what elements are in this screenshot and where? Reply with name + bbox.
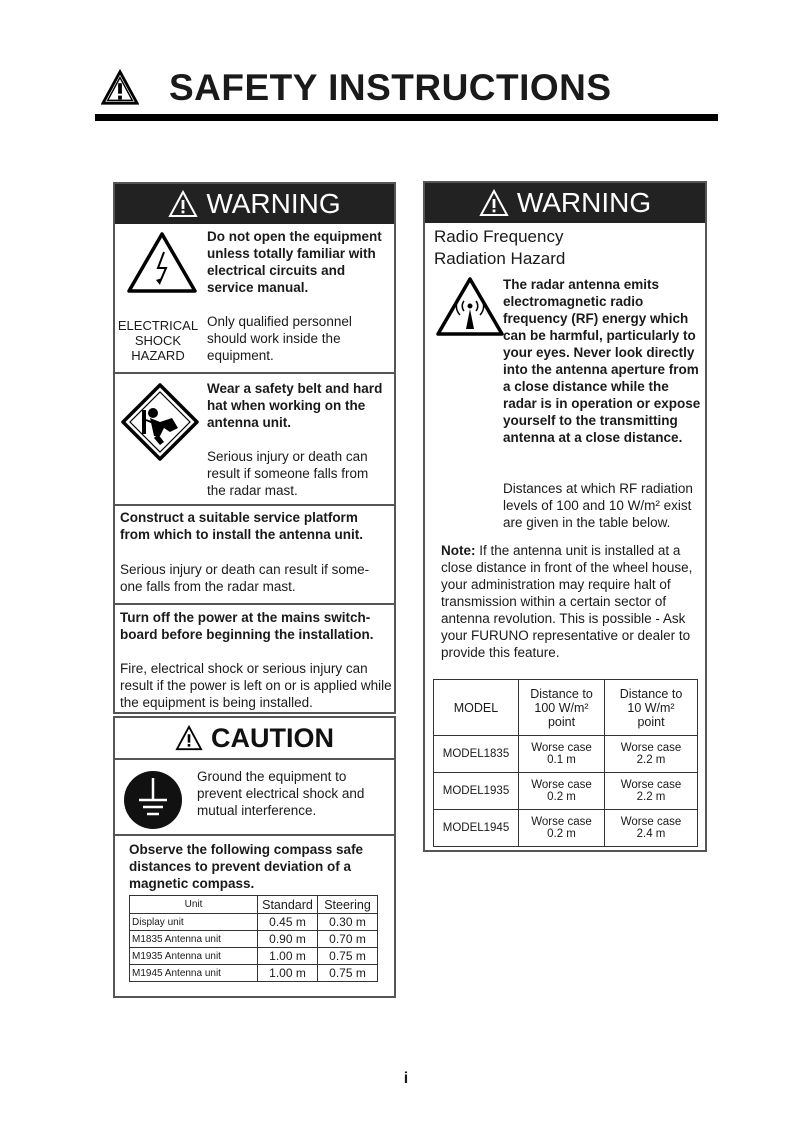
title-block (95, 64, 718, 112)
table-cell: 0.90 m (258, 931, 318, 948)
table-cell: Worse case 2.2 m (605, 736, 698, 773)
table-row (130, 948, 378, 965)
table-cell: Display unit (130, 914, 258, 931)
compass-section (115, 834, 394, 996)
table-row (130, 914, 378, 931)
table-header-cell: Standard (258, 896, 318, 914)
rf-subtitle-2: Radiation Hazard (434, 249, 566, 268)
electrical-shock-icon (126, 230, 198, 294)
left-warning-title: WARNING (206, 188, 341, 219)
page-title: SAFETY INSTRUCTIONS (169, 67, 612, 108)
table-cell: Worse case 0.1 m (519, 736, 605, 773)
warning-triangle-icon (168, 190, 198, 218)
table-cell: 0.45 m (258, 914, 318, 931)
shock-bold-text: Do not open the equipment unless totally familiar with electrical circuits and service manual. (207, 229, 382, 295)
table-cell: M1935 Antenna unit (130, 948, 258, 965)
note-text (441, 542, 703, 661)
table-header-row (434, 680, 698, 736)
table-row (434, 736, 698, 773)
shock-icon-caption: ELECTRICAL SHOCK HAZARD (117, 318, 199, 363)
ground-text: Ground the equipment to prevent electrical shock and mutual interference. (197, 769, 365, 818)
table-cell: M1945 Antenna unit (130, 965, 258, 982)
table-cell: 0.30 m (318, 914, 378, 931)
ground-icon (123, 770, 183, 830)
table-cell: Worse case 2.2 m (605, 773, 698, 810)
table-cell: MODEL1945 (434, 810, 519, 847)
caution-box (113, 716, 396, 998)
caution-title: CAUTION (211, 722, 334, 753)
warning-triangle-icon (101, 69, 139, 107)
compass-bold-text: Observe the following compass safe distances to prevent deviation of a magnetic compass. (129, 842, 364, 891)
table-header-cell: Unit (130, 896, 258, 914)
table-cell: Worse case 0.2 m (519, 773, 605, 810)
right-warning-header (425, 183, 705, 223)
table-cell: 0.70 m (318, 931, 378, 948)
table-header-cell: MODEL (434, 680, 519, 736)
left-warning-header (115, 184, 394, 224)
note-body: If the antenna unit is installed at a close distance in front of the wheel house, your administration may require halt of transmission within a certain sector of antenna revolution. This is possible - Ask your FURUNO representative or dealer to provide this feature. (441, 543, 693, 660)
shock-section (115, 224, 394, 372)
power-off-section (115, 603, 394, 714)
shock-normal-text: Only qualified personnel should work inside the equipment. (207, 314, 352, 363)
table-row (130, 931, 378, 948)
table-row (434, 773, 698, 810)
rf-bold-text: The radar antenna emits electromagnetic radio frequency (RF) energy which can be harmful, particularly to your eyes. Never look directly into the antenna aperture from a close distance while the radar is in operation or expose yourself to the transmitting antenna at a close distance. (503, 277, 701, 445)
caution-triangle-icon (175, 725, 203, 751)
belt-normal-text: Serious injury or death can result if someone falls from the radar mast. (207, 449, 369, 498)
table-cell: MODEL1835 (434, 736, 519, 773)
caution-header (115, 718, 394, 758)
table-header-cell: Distance to 10 W/m² point (605, 680, 698, 736)
warning-triangle-icon (479, 189, 509, 217)
left-warning-box (113, 182, 396, 714)
power-bold-text: Turn off the power at the mains switch- board before beginning the installation. (120, 610, 374, 642)
belt-bold-text: Wear a safety belt and hard hat when working on the antenna unit. (207, 381, 383, 430)
table-cell: 0.75 m (318, 948, 378, 965)
compass-distance-table (129, 895, 378, 982)
platform-section (115, 504, 394, 603)
rf-distance-table (433, 679, 698, 847)
table-header-row (130, 896, 378, 914)
right-warning-box (423, 181, 707, 852)
rf-radiation-icon (435, 275, 505, 337)
note-label: Note: (441, 543, 476, 558)
rf-normal-text: Distances at which RF radiation levels of 100 and 10 W/m² exist are given in the table below. (503, 481, 693, 530)
page-number: i (403, 1070, 409, 1087)
table-row (130, 965, 378, 982)
table-cell: 1.00 m (258, 965, 318, 982)
right-warning-title: WARNING (516, 187, 652, 218)
table-cell: Worse case 2.4 m (605, 810, 698, 847)
title-rule (95, 114, 718, 121)
ground-section (115, 758, 394, 834)
table-cell: Worse case 0.2 m (519, 810, 605, 847)
table-cell: MODEL1935 (434, 773, 519, 810)
table-header-cell: Distance to 100 W/m² point (519, 680, 605, 736)
table-cell: 0.75 m (318, 965, 378, 982)
safety-belt-section (115, 372, 394, 504)
rf-subtitle-1: Radio Frequency (434, 227, 564, 246)
table-header-cell: Steering (318, 896, 378, 914)
platform-bold-text: Construct a suitable service platform from which to install the antenna unit. (120, 510, 364, 542)
table-cell: 1.00 m (258, 948, 318, 965)
safety-belt-icon (120, 382, 200, 462)
table-row (434, 810, 698, 847)
platform-normal-text: Serious injury or death can result if some- one falls from the radar mast. (120, 562, 370, 594)
power-normal-text: Fire, electrical shock or serious injury can result if the power is left on or is applied while the equipment is being installed. (120, 661, 392, 710)
table-cell: M1835 Antenna unit (130, 931, 258, 948)
